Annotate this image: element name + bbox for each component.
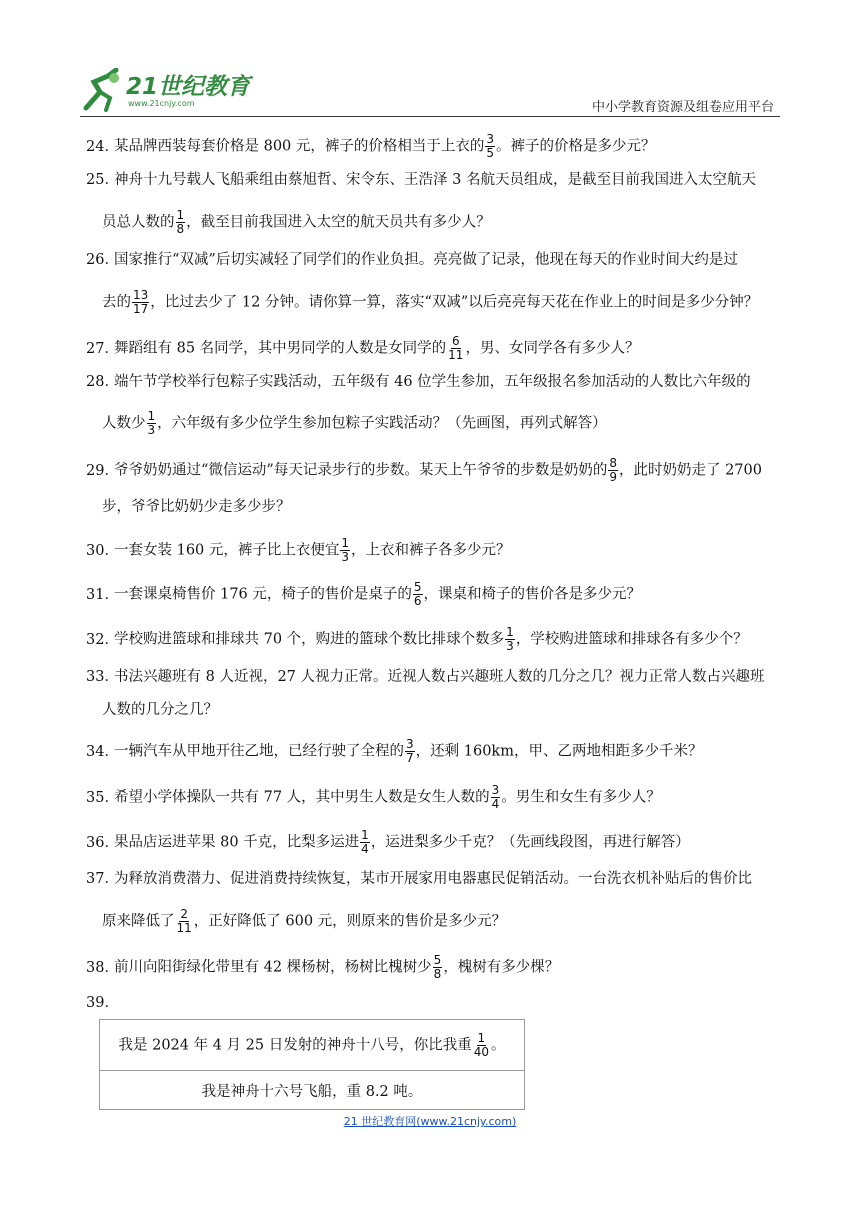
- numerator: 1: [506, 625, 514, 639]
- fraction: [405, 738, 415, 765]
- question-number: 24．: [86, 138, 119, 155]
- question-27: [86, 335, 786, 362]
- denominator: 3: [506, 639, 514, 653]
- question-33-line2: [102, 700, 802, 720]
- question-text: 一套课桌椅售价 176 元，椅子的售价是桌子的: [114, 586, 412, 603]
- question-text: 爷爷奶奶通过“微信运动”每天记录步行的步数。某天上午爷爷的步数是奶奶的: [114, 462, 608, 479]
- question-33: [86, 667, 786, 687]
- question-25-line2: [102, 209, 802, 236]
- question-number: 36．: [86, 834, 119, 851]
- question-32: [86, 626, 786, 653]
- fraction: [176, 209, 186, 236]
- question-number: 38．: [86, 959, 119, 976]
- cell-text: 。: [491, 1037, 506, 1053]
- question-number: 25．: [86, 172, 119, 188]
- denominator: 7: [406, 751, 414, 765]
- footer-link[interactable]: 21 世纪教育网(www.21cnjy.com): [343, 1115, 517, 1128]
- question-28: [86, 372, 786, 392]
- question-text: 一辆汽车从甲地开往乙地，已经行驶了全程的: [114, 743, 404, 760]
- question-38: [86, 954, 786, 981]
- table-cell: 我是神舟十六号飞船，重 8.2 吨。: [100, 1071, 525, 1110]
- question-number: 33．: [86, 669, 119, 685]
- table-row: [100, 1071, 525, 1110]
- numerator: 3: [486, 132, 495, 146]
- question-text: ，学校购进篮球和排球各有多少个？: [515, 631, 748, 648]
- question-text: 。裤子的价格是多少元？: [496, 138, 656, 155]
- question-28-line2: [102, 410, 802, 437]
- question-text: 希望小学体操队一共有 77 人，其中男生人数是女生人数的: [114, 789, 490, 806]
- fraction: [485, 133, 495, 160]
- question-text: 步，爷爷比奶奶少走多少步？: [102, 499, 291, 515]
- question-35: [86, 784, 786, 811]
- denominator: 8: [433, 967, 442, 981]
- question-text: 学校购进篮球和排球共 70 个，购进的篮球个数比排球个数多: [114, 631, 505, 648]
- question-text: 人数的几分之几？: [102, 702, 218, 718]
- question-text: ，槐树有多少棵？: [443, 959, 560, 976]
- question-text: ，正好降低了 600 元，则原来的售价是多少元？: [193, 913, 507, 930]
- question-number: 34．: [86, 743, 119, 760]
- numerator: 1: [477, 1030, 486, 1045]
- numerator: 13: [133, 288, 149, 302]
- question-number: 32．: [86, 631, 119, 648]
- denominator: 11: [176, 921, 192, 935]
- fraction: [176, 908, 193, 935]
- numerator: 3: [406, 737, 414, 751]
- header-divider: [80, 116, 780, 117]
- question-number: 37．: [86, 871, 119, 887]
- numerator: 3: [491, 783, 500, 797]
- question-number: 39．: [86, 995, 119, 1011]
- footer: [0, 1113, 860, 1129]
- question-26: [86, 250, 786, 270]
- numerator: 1: [341, 536, 350, 550]
- question-text: ，上衣和裤子各多少元？: [351, 542, 511, 559]
- question-number: 28．: [86, 374, 119, 390]
- question-text: ，还剩 160km，甲、乙两地相距多少千米？: [415, 743, 703, 760]
- question-text: 人数少: [102, 415, 146, 432]
- denominator: 4: [491, 797, 500, 811]
- question-34: [86, 738, 786, 765]
- question-number: 27．: [86, 340, 119, 357]
- fraction: [132, 289, 149, 316]
- fraction: [147, 410, 157, 437]
- question-text: 神舟十九号载人飞船乘组由蔡旭哲、宋令东、王浩泽 3 名航天员组成，是截至目前我国进入太空航天: [114, 172, 756, 188]
- page-header: [0, 0, 860, 118]
- question-text: ，截至目前我国进入太空的航天员共有多少人？: [186, 214, 491, 231]
- question-24: [86, 133, 786, 160]
- question-text: 某品牌西装每套价格是 800 元，裤子的价格相当于上衣的: [114, 138, 485, 155]
- denominator: 17: [133, 302, 149, 316]
- question-25: [86, 170, 786, 190]
- question-text: 为释放消费潜力、促进消费持续恢复，某市开展家用电器惠民促销活动。一台洗衣机补贴后的售价比: [114, 871, 752, 887]
- denominator: 9: [609, 470, 617, 484]
- question-37-line2: [102, 908, 802, 935]
- numerator: 2: [180, 907, 188, 921]
- fraction: [608, 457, 618, 484]
- denominator: 40: [473, 1044, 489, 1059]
- fraction: [447, 335, 464, 362]
- numerator: 5: [413, 580, 422, 594]
- question-text: 原来降低了: [102, 913, 175, 930]
- question-text: 员总人数的: [102, 214, 175, 231]
- cell-text: 我是 2024 年 4 月 25 日发射的神舟十八号，你比我重: [118, 1037, 472, 1053]
- question-text: 果品店运进苹果 80 千克，比梨多运进: [114, 834, 360, 851]
- denominator: 8: [176, 222, 185, 236]
- numerator: 1: [147, 409, 156, 423]
- denominator: 11: [448, 348, 464, 362]
- numerator: 8: [609, 456, 617, 470]
- question-number: 26．: [86, 252, 119, 268]
- denominator: 3: [147, 423, 156, 437]
- question-text: ，此时奶奶走了 2700: [618, 462, 762, 479]
- question-text: 书法兴趣班有 8 人近视，27 人视力正常。近视人数占兴趣班人数的几分之几？视力正常人数占兴趣班: [114, 669, 765, 685]
- question-36: [86, 829, 786, 856]
- question-text: ，运进梨多少千克？（先画线段图，再进行解答）: [370, 834, 690, 851]
- table-row: [100, 1020, 525, 1071]
- numerator: 1: [176, 208, 185, 222]
- logo-url: www.21cnjy.com: [128, 99, 195, 108]
- question-37: [86, 869, 786, 889]
- question-29-line2: [102, 497, 802, 517]
- runner-logo-icon: [80, 68, 126, 112]
- question-text: 去的: [102, 294, 131, 311]
- question-text: 端午节学校举行包粽子实践活动，五年级有 46 位学生参加，五年级报名参加活动的人数比六年级的: [114, 374, 751, 390]
- fraction: [360, 829, 370, 856]
- question-29: [86, 457, 786, 484]
- fraction: [413, 581, 423, 608]
- question-number: 31．: [86, 586, 119, 603]
- question-30: [86, 537, 786, 564]
- numerator: 6: [451, 334, 460, 348]
- question-31: [86, 581, 786, 608]
- question-text: 。男生和女生有多少人？: [501, 789, 661, 806]
- spacecraft-table: [99, 1019, 525, 1110]
- fraction: [491, 784, 501, 811]
- fraction: [505, 626, 515, 653]
- logo-text: 21世纪教育: [126, 74, 251, 100]
- denominator: 3: [341, 550, 350, 564]
- question-number: 35．: [86, 789, 119, 806]
- numerator: 5: [433, 953, 442, 967]
- question-text: 前川向阳街绿化带里有 42 棵杨树，杨树比槐树少: [114, 959, 432, 976]
- question-text: ，男、女同学各有多少人？: [465, 340, 640, 357]
- denominator: 4: [361, 842, 369, 856]
- question-text: ，课桌和椅子的售价各是多少元？: [423, 586, 642, 603]
- table-cell: [100, 1020, 525, 1071]
- question-text: 舞蹈组有 85 名同学，其中男同学的人数是女同学的: [114, 340, 447, 357]
- platform-label: 中小学教育资源及组卷应用平台: [591, 100, 774, 115]
- question-number: 29．: [86, 462, 119, 479]
- question-text: 一套女装 160 元，裤子比上衣便宜: [114, 542, 340, 559]
- question-39: [86, 993, 786, 1013]
- denominator: 5: [486, 146, 495, 160]
- denominator: 6: [413, 594, 422, 608]
- fraction: [473, 1032, 490, 1059]
- question-26-line2: [102, 289, 802, 316]
- numerator: 1: [361, 828, 369, 842]
- question-text: 国家推行“双减”后切实减轻了同学们的作业负担。亮亮做了记录，他现在每天的作业时间大约是过: [114, 252, 738, 268]
- fraction: [433, 954, 443, 981]
- logo: [80, 66, 260, 116]
- question-text: ，比过去少了 12 分钟。请你算一算，落实“双减”以后亮亮每天花在作业上的时间是多少分钟？: [150, 294, 759, 311]
- question-text: ，六年级有多少位学生参加包粽子实践活动？（先画图，再列式解答）: [157, 415, 607, 432]
- question-number: 30．: [86, 542, 119, 559]
- fraction: [340, 537, 350, 564]
